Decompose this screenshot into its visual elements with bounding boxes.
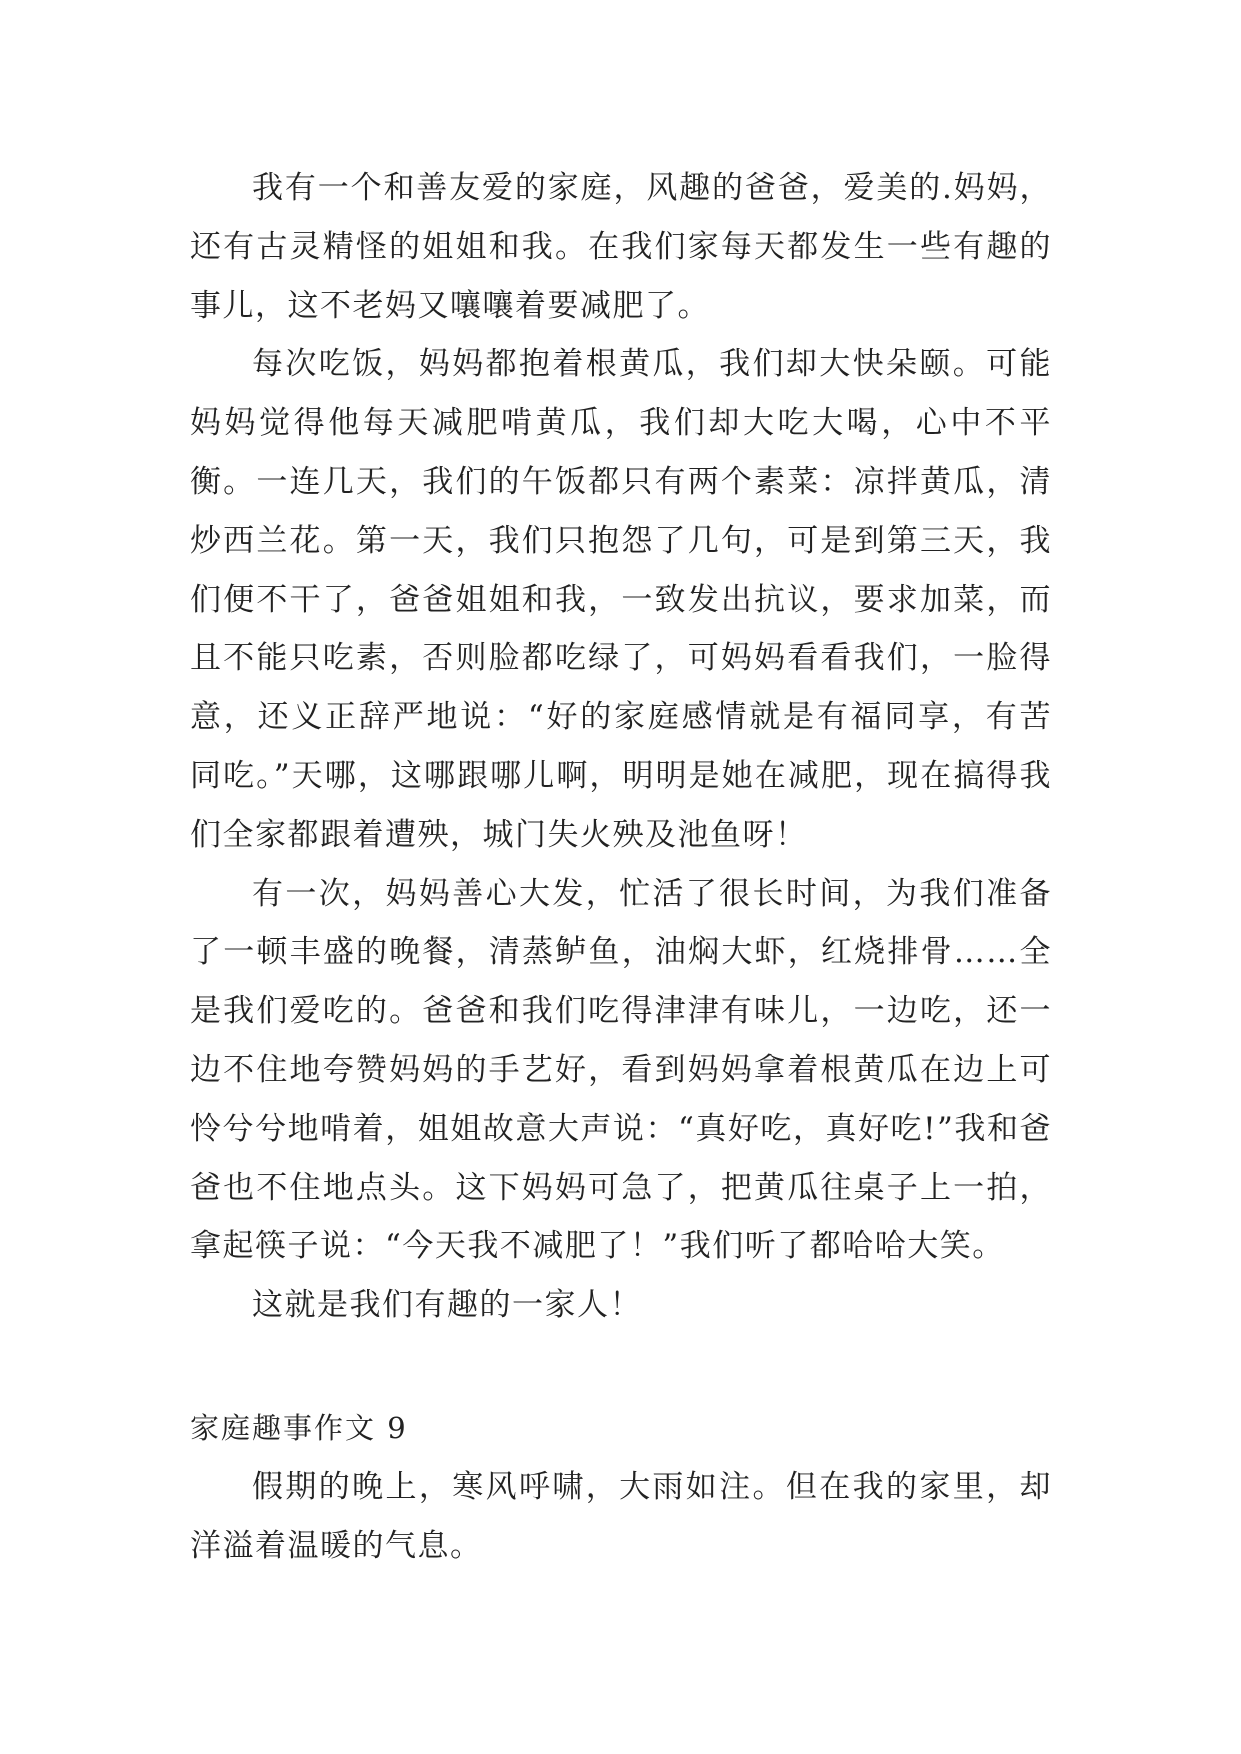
paragraph: 我有一个和善友爱的家庭，风趣的爸爸，爱美的.妈妈，还有古灵精怪的姐姐和我。在我们家每天都发生一些有趣的事儿，这不老妈又嚷嚷着要减肥了。 [190, 170, 1052, 324]
paragraph: 每次吃饭，妈妈都抱着根黄瓜，我们却大快朵颐。可能妈妈觉得他每天减肥啃黄瓜，我们却大吃大喝，心中不平衡。一连几天，我们的午饭都只有两个素菜：凉拌黄瓜，清炒西兰花。第一天，我们只抱怨了几句，可是到第三天，我们便不干了，爸爸姐姐和我，一致发出抗议，要求加菜，而且不能只吃素，否则脸都吃绿了，可妈妈看看我们，一脸得意，还义正辞严地说：“好的家庭感情就是有福同享，有苦同吃。”天哪，这哪跟哪儿啊，明明是她在减肥，现在搞得我们全家都跟着遭殃，城门失火殃及池鱼呀！ [190, 346, 1052, 853]
paragraph: 假期的晚上，寒风呼啸，大雨如注。但在我的家里，却洋溢着温暖的气息。 [190, 1468, 1052, 1564]
document-body [190, 159, 1052, 1575]
paragraph: 这就是我们有趣的一家人！ [252, 1287, 642, 1324]
section-heading: 家庭趣事作文 9 [190, 1410, 408, 1445]
paragraph: 有一次，妈妈善心大发，忙活了很长时间，为我们准备了一顿丰盛的晚餐，清蒸鲈鱼，油焖大虾，红烧排骨……全是我们爱吃的。爸爸和我们吃得津津有味儿，一边吃，还一边不住地夸赞妈妈的手艺好，看到妈妈拿着根黄瓜在边上可怜兮兮地啃着，姐姐故意大声说：“真好吃，真好吃!”我和爸爸也不住地点头。这下妈妈可急了，把黄瓜往桌子上一拍，拿起筷子说：“今天我不减肥了！”我们听了都哈哈大笑。 [190, 875, 1052, 1265]
